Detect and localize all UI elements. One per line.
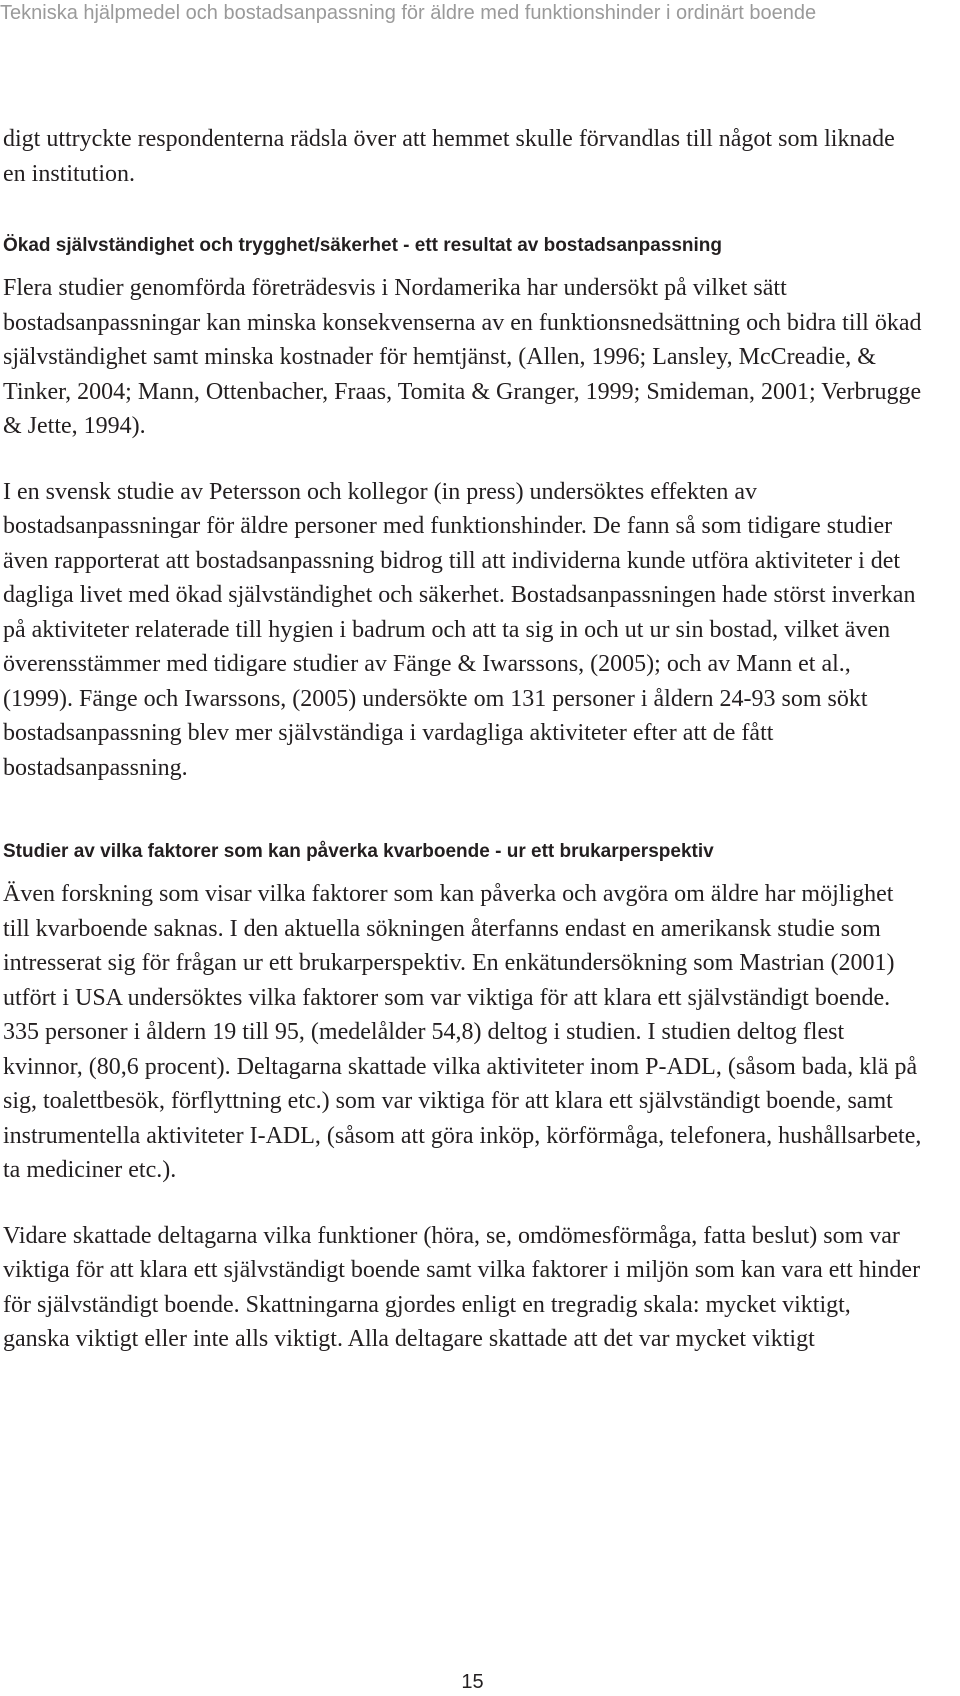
paragraph: Flera studier genomförda företrädesvis i Nordamerika har undersökt på vilket sätt bostadsanpassningar kan minska konsekvenserna av en funktionsnedsättning och bidra till ökad självständighet samt minska kostnader för hemtjänst, (Allen, 1996; Lansley, McCreadie, & Tinker, 2004; Mann, Ottenbacher, Fraas, Tomita & Granger, 1999; Smideman, 2001; Verbrugge & Jette, 1994).: [3, 275, 922, 439]
section-heading: Studier av vilka faktorer som kan påverka kvarboende - ur ett brukarperspektiv: [3, 841, 714, 862]
paragraph: Även forskning som visar vilka faktorer som kan påverka och avgöra om äldre har möjlighet till kvarboende saknas. I den aktuella sökningen återfanns endast en amerikansk studie som intresserat sig för frågan ur ett brukarperspektiv. En enkätundersökning som Mastrian (2001) utfört i USA undersöktes vilka faktorer som var viktiga för att klara ett självständigt boende. 335 personer i åldern 19 till 95, (medelålder 54,8) deltog i studien. I studien deltog flest kvinnor, (80,6 procent). Deltagarna skattade vilka aktiviteter inom P-ADL, (såsom bada, klä på sig, toalettbesök, förflyttning etc.) som var viktiga för att klara ett självständigt boende, samt instrumentella aktiviteter I-ADL, (såsom att göra inköp, körförmåga, telefonera, hushållsarbete, ta mediciner etc.).: [3, 881, 922, 1183]
section-independence: [3, 231, 923, 785]
spacer: [3, 191, 923, 231]
section-user-perspective: [3, 837, 923, 1357]
paragraph: Vidare skattade deltagarna vilka funktioner (höra, se, omdömesförmåga, fatta beslut) som var viktiga för att klara ett självständigt boende samt vilka faktorer i miljön som kan vara ett hinder för självständigt boende. Skattningarna gjordes enligt en tregradig skala: mycket viktigt, ganska viktigt eller inte alls viktigt. Alla deltagare skattade att det var mycket viktigt: [3, 1222, 921, 1352]
page-body: [3, 118, 923, 1357]
spacer: [3, 1188, 923, 1219]
spacer: [3, 444, 923, 475]
page-number: 15: [461, 1671, 484, 1693]
intro-continuation-paragraph: digt uttryckte respondenterna rädsla över att hemmet skulle förvandlas till något som liknade en institution.: [3, 126, 895, 187]
paragraph: I en svensk studie av Petersson och kollegor (in press) undersöktes effekten av bostadsanpassningar för äldre personer med funktionshinder. De fann så som tidigare studier även rapporterat att bostadsanpassning bidrog till att individerna kunde utföra aktiviteter i det dagliga livet med ökad självständighet och säkerhet. Bostadsanpassningen hade störst inverkan på aktiviteter relaterade till hygien i badrum och att ta sig in och ut ur sin bostad, vilket även överensstämmer med tidigare studier av Fänge & Iwarssons, (2005); och av Mann et al., (1999). Fänge och Iwarssons, (2005) undersökte om 131 personer i åldern 24-93 som sökt bostadsanpassning blev mer självständiga i vardagliga aktiviteter efter att de fått bostadsanpassning.: [3, 478, 916, 781]
section-heading: Ökad självständighet och trygghet/säkerhet - ett resultat av bostadsanpassning: [3, 235, 723, 256]
running-header: Tekniska hjälpmedel och bostadsanpassning för äldre med funktionshinder i ordinärt boende: [0, 2, 817, 24]
spacer: [3, 785, 923, 837]
